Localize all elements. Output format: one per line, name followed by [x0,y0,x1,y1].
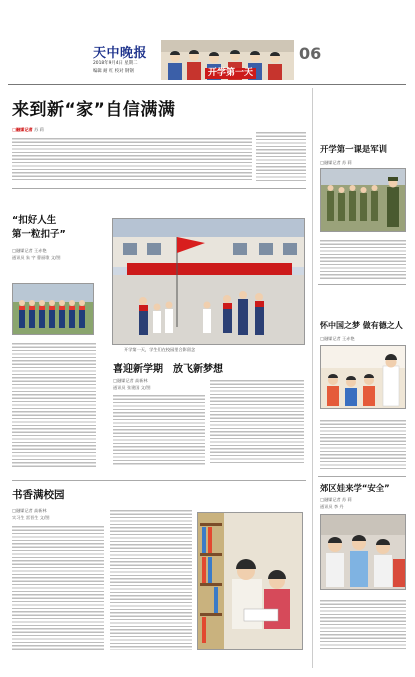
right-mid-byline: □融媒记者 王赤艳 [320,336,355,341]
left-title-line2: 第一粒扣子” [12,229,66,240]
right-top-byline: □融媒记者 苏 莉 [320,160,352,165]
editors-line: 编辑 耐 红 校对 钢钢 [93,69,134,74]
center-text-block-2 [210,378,304,465]
right-bottom-photo [320,514,406,590]
right-bottom-byline: □融媒记者 苏 莉 [320,497,352,502]
right-mid-title: 怀中国之梦 做有德之人 [320,321,403,330]
date-line: 2018年9月4日 星期二 [93,61,138,66]
center-photo-caption: 开学第一天，学生们在校园里合影留念 [124,347,196,352]
byline-name: 苏 莉 [34,127,44,132]
page-number: 06 [299,44,322,63]
left-photo [12,283,94,335]
center-photo [112,218,305,345]
masthead [0,0,415,88]
right-mid-photo [320,345,406,409]
headline: 来到新“家”自信满满 [12,100,176,120]
center-byline-2: 通讯员 张建国 文/图 [113,385,151,390]
bottom-left-byline-2: 实习生 雷晋生 文/图 [12,515,50,520]
left-title [12,214,66,242]
bottom-left-title: 书香满校园 [12,489,65,501]
right-bottom-byline-2: 通讯员 李 丹 [320,504,344,509]
left-byline: □融媒记者 王赤艳 [12,248,47,253]
right-top-photo [320,168,406,232]
right-bottom-text [320,598,406,650]
right-top-title: 开学第一课是军训 [320,144,387,154]
logo: 天中晚报 [93,46,148,61]
banner-text: 开学第一天 [205,68,256,79]
right-bottom-title: 郊区娃来学“安全” [320,483,390,493]
left-title-line1: “扣好人生 [12,215,57,226]
main-text-block-2 [256,130,306,182]
right-top-text [320,238,406,280]
center-title: 喜迎新学期 放飞新梦想 [113,364,223,375]
bottom-left-photo [197,512,303,650]
left-byline-2: 通讯员 朱 宇 曹丽歌 文/图 [12,255,61,260]
masthead-rule [8,84,406,85]
bottom-left-text-1 [12,524,104,650]
divider [12,188,306,189]
right-mid-text [320,418,406,470]
main-byline [12,127,44,133]
left-text-block [12,341,96,469]
right-column-rule [312,88,313,668]
byline-label: □融媒记者 [12,127,33,132]
divider [318,284,406,285]
center-byline: □融媒记者 高新林 [113,378,148,383]
bottom-left-text-2 [110,508,192,650]
divider [318,476,406,477]
main-text-block [12,136,252,182]
bottom-left-byline: □融媒记者 高新林 [12,508,47,513]
center-text-block [113,393,205,465]
divider [12,480,306,481]
